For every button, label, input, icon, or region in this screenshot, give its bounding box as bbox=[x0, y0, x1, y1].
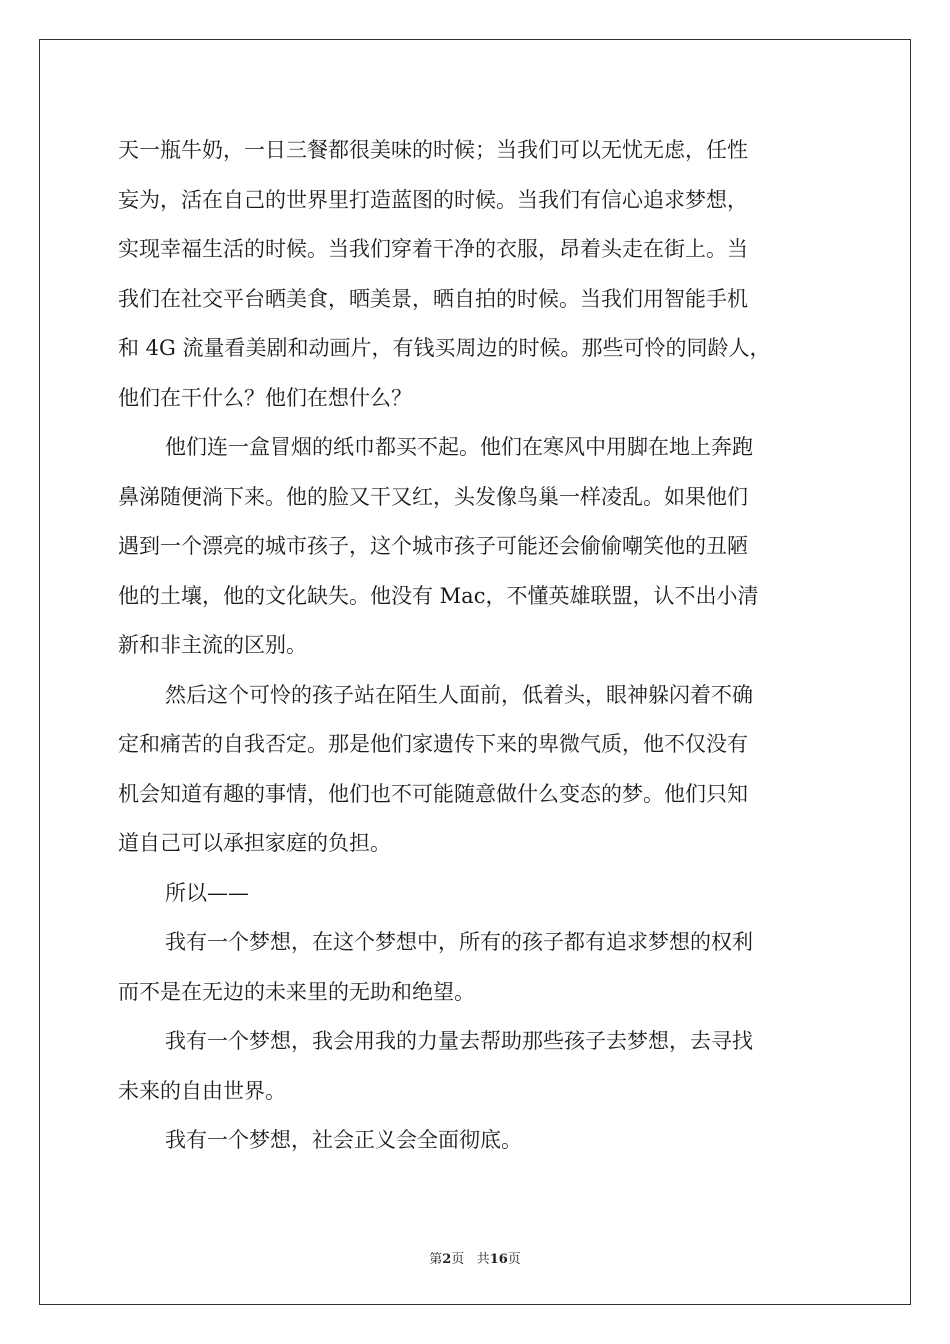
text-line: 我们在社交平台晒美食，晒美景，晒自拍的时候。当我们用智能手机 bbox=[118, 286, 748, 311]
text-line: 而不是在无边的未来里的无助和绝望。 bbox=[118, 979, 475, 1004]
page-footer bbox=[0, 1248, 950, 1267]
text-line: 实现幸福生活的时候。当我们穿着干净的衣服，昂着头走在街上。当 bbox=[118, 237, 748, 261]
document-body bbox=[118, 126, 838, 1166]
paragraph-start-line: 我有一个梦想，社会正义会全面彻底。 bbox=[165, 1128, 522, 1152]
text-line: 鼻涕随便淌下来。他的脸又干又红，头发像鸟巢一样凌乱。如果他们 bbox=[118, 484, 748, 509]
text-line: 他们在干什么？他们在想什么？ bbox=[118, 385, 412, 410]
text-line: 妄为，活在自己的世界里打造蓝图的时候。当我们有信心追求梦想， bbox=[118, 187, 748, 212]
text-line: 他的土壤，他的文化缺失。他没有 Mac，不懂英雄联盟，认不出小清 bbox=[118, 583, 759, 608]
text-line: 和 4G 流量看美剧和动画片，有钱买周边的时候。那些可怜的同龄人， bbox=[118, 336, 771, 360]
footer-prefix: 第 bbox=[429, 1252, 443, 1267]
text-line: 道自己可以承担家庭的负担。 bbox=[118, 831, 391, 855]
paragraph-start-line: 然后这个可怜的孩子站在陌生人面前，低着头，眼神躲闪着不确 bbox=[165, 682, 753, 707]
footer-page-number: 2 bbox=[442, 1252, 452, 1267]
paragraph-start-line: 他们连一盒冒烟的纸巾都买不起。他们在寒风中用脚在地上奔跑 bbox=[165, 435, 753, 459]
paragraph-start-line: 我有一个梦想，我会用我的力量去帮助那些孩子去梦想，去寻找 bbox=[165, 1029, 753, 1053]
text-line: 未来的自由世界。 bbox=[118, 1078, 286, 1103]
text-line: 新和非主流的区别。 bbox=[118, 633, 307, 657]
text-line: 天一瓶牛奶，一日三餐都很美味的时候；当我们可以无忧无虑，任性 bbox=[118, 138, 748, 162]
text-line: 机会知道有趣的事情，他们也不可能随意做什么变态的梦。他们只知 bbox=[118, 781, 748, 806]
footer-total-suffix: 页 bbox=[507, 1252, 521, 1267]
text-line: 定和痛苦的自我否定。那是他们家遗传下来的卑微气质，他不仅没有 bbox=[118, 732, 748, 756]
footer-total-pages: 16 bbox=[489, 1252, 508, 1267]
paragraph-start-line: 所以—— bbox=[165, 880, 249, 905]
paragraph-start-line: 我有一个梦想，在这个梦想中，所有的孩子都有追求梦想的权利 bbox=[165, 930, 753, 954]
footer-total-prefix: 共 bbox=[476, 1252, 490, 1267]
footer-page-suffix: 页 bbox=[451, 1252, 465, 1267]
text-line: 遇到一个漂亮的城市孩子，这个城市孩子可能还会偷偷嘲笑他的丑陋 bbox=[118, 534, 748, 558]
